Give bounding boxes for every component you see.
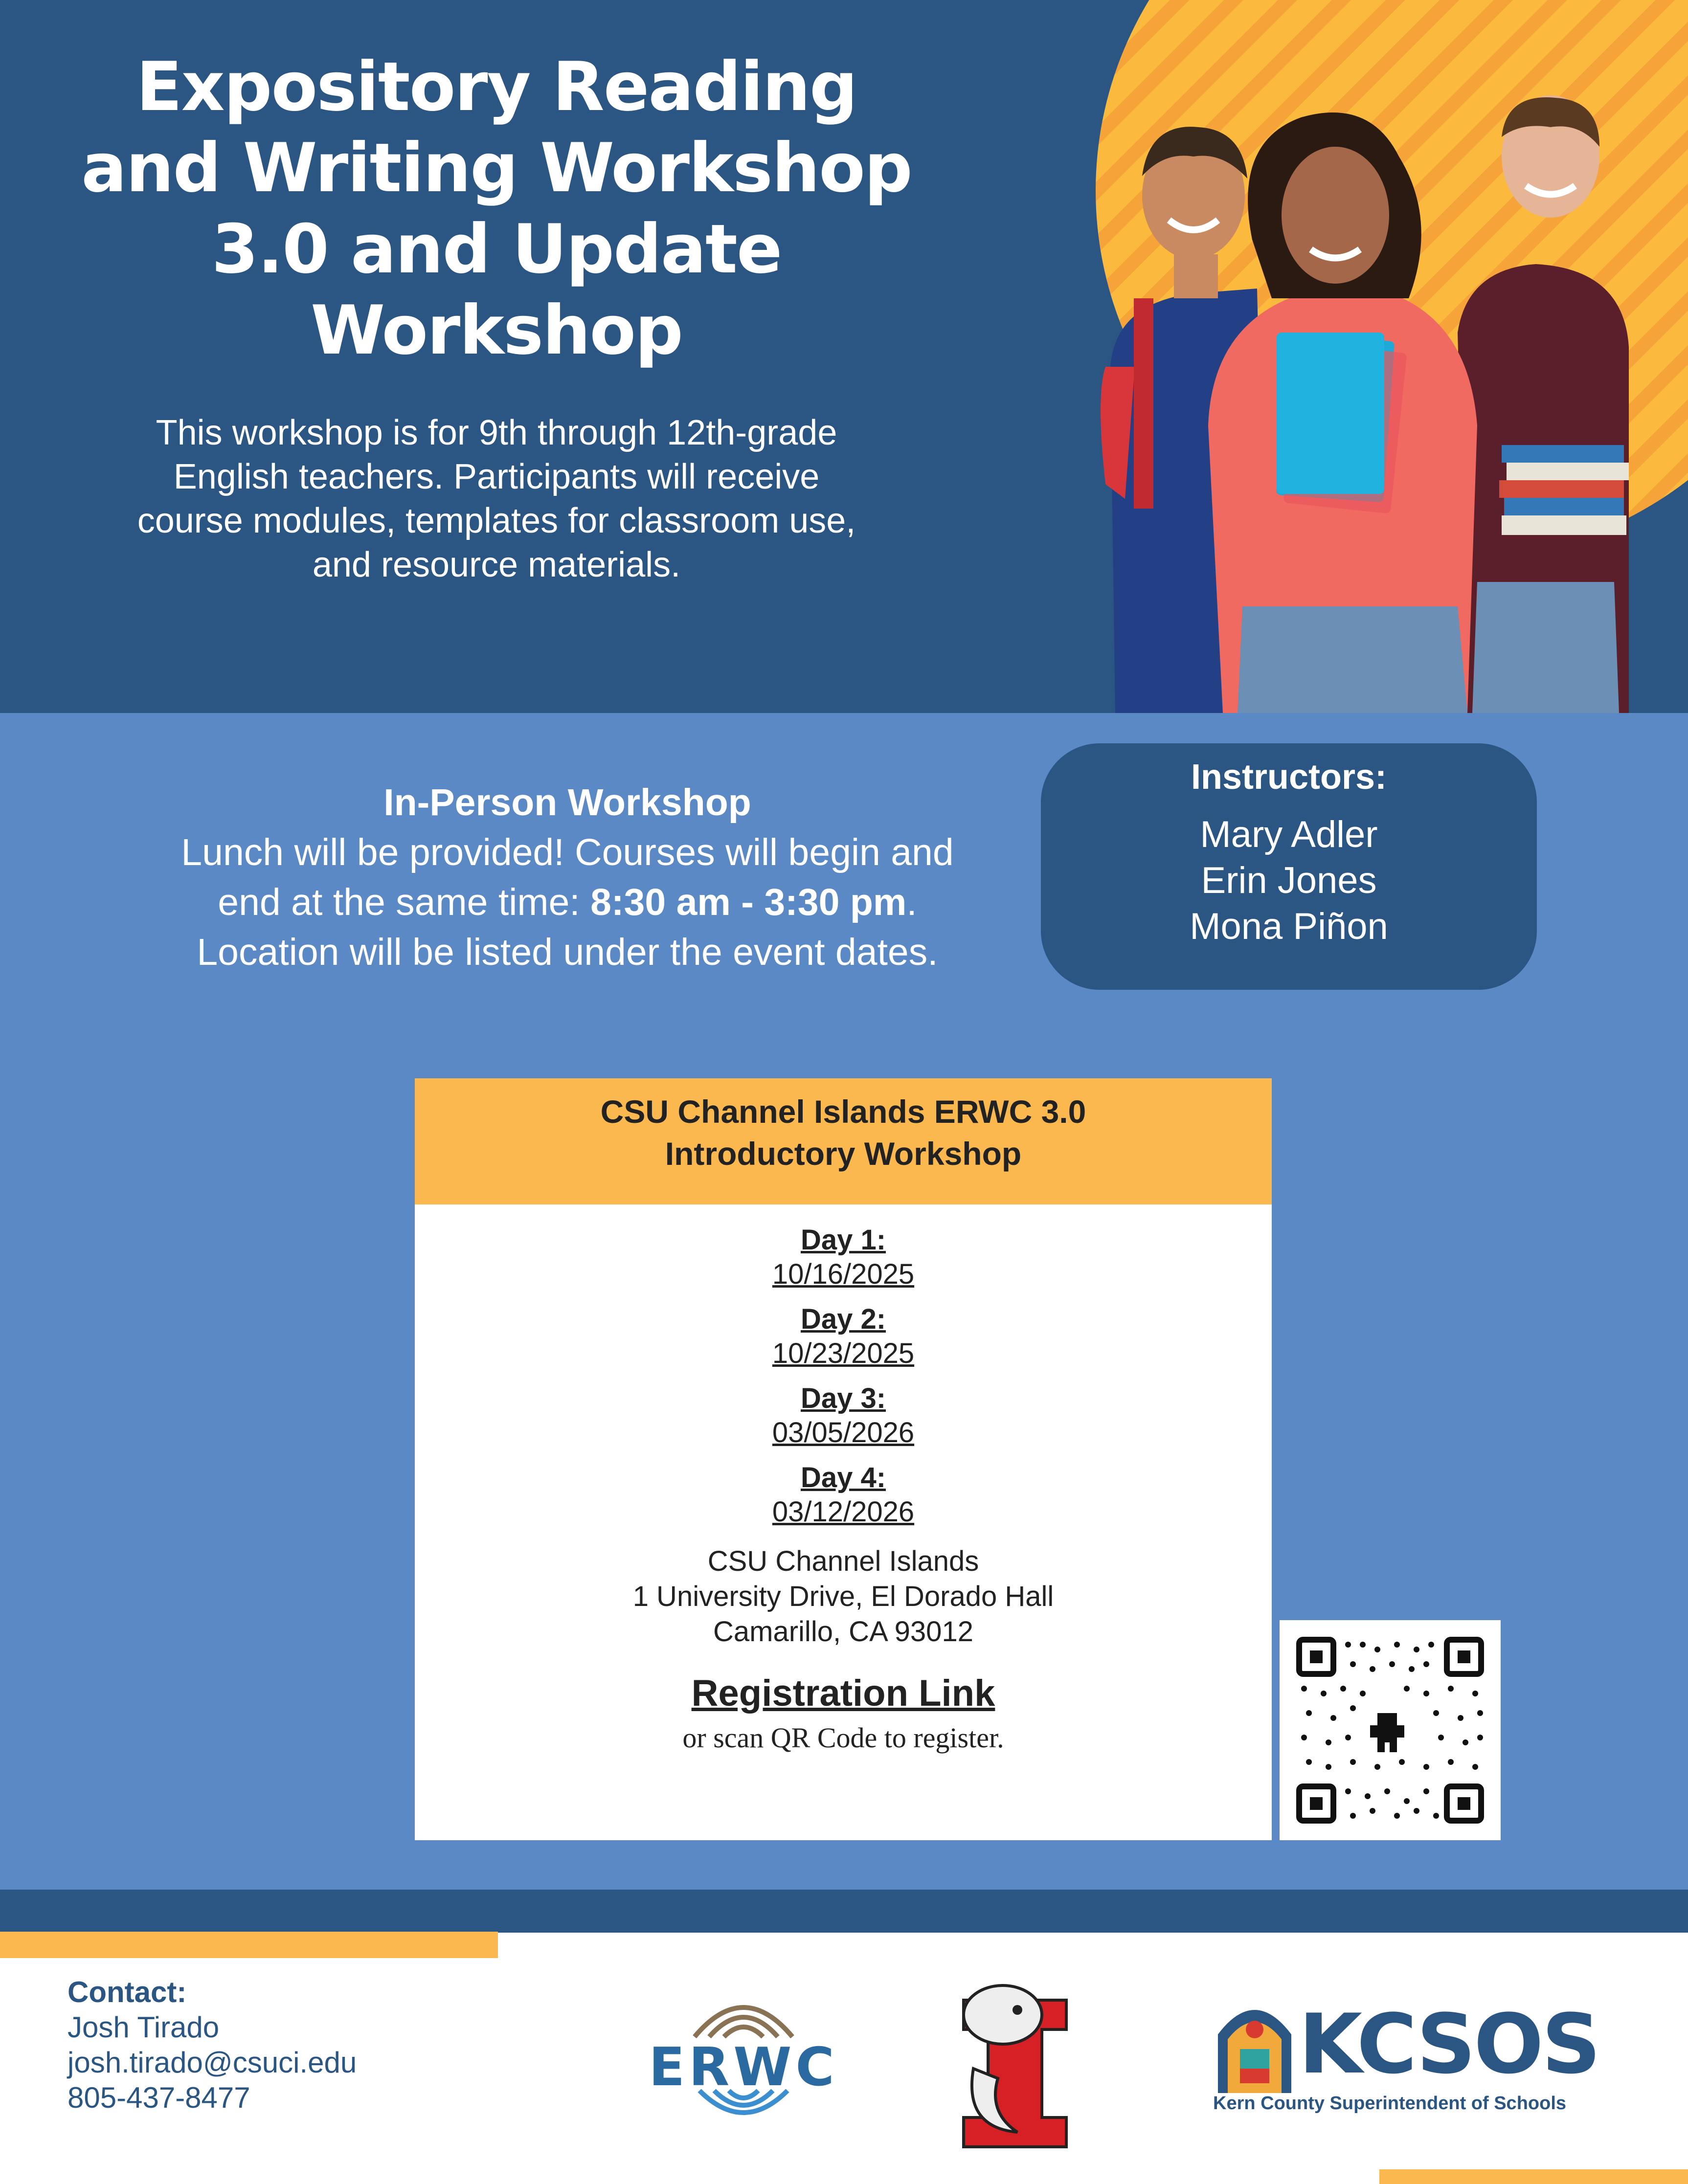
footer-band	[0, 1890, 1688, 1933]
location-line: 1 University Drive, El Dorado Hall	[632, 1581, 1054, 1612]
day-label: Day 2:	[800, 1303, 886, 1335]
event-location	[415, 1544, 1272, 1649]
day-item	[415, 1461, 1272, 1529]
event-title-line: Introductory Workshop	[665, 1136, 1022, 1172]
event-title	[415, 1078, 1272, 1204]
in-person-info	[98, 778, 1037, 977]
title-line: Expository Reading	[136, 47, 857, 126]
location-line: Camarillo, CA 93012	[713, 1616, 973, 1648]
contact-email[interactable]: josh.tirado@csuci.edu	[68, 2046, 357, 2079]
scan-instructions: or scan QR Code to register.	[682, 1722, 1004, 1754]
csuci-dolphin-logo	[944, 1971, 1086, 2152]
header-section	[0, 0, 1688, 713]
title-line: and Writing Workshop	[81, 129, 912, 207]
location-line: CSU Channel Islands	[707, 1545, 979, 1577]
kcsos-logo-text: KCSOS	[1299, 1996, 1599, 2092]
intro-text	[73, 411, 920, 587]
in-person-heading: In-Person Workshop	[383, 781, 751, 824]
in-person-line: Location will be listed under the event dates.	[197, 931, 938, 973]
day-date: 03/05/2026	[772, 1417, 915, 1449]
day-label: Day 1:	[800, 1224, 886, 1256]
kcsos-logo	[1213, 1995, 1599, 2114]
students-photo	[1096, 93, 1643, 713]
in-person-time-prefix: end at the same time:	[218, 881, 591, 923]
event-card	[415, 1078, 1272, 1840]
day-date: 03/12/2026	[772, 1496, 915, 1528]
instructor-name: Mona Piñon	[1190, 906, 1388, 947]
intro-line: This workshop is for 9th through 12th-grade	[156, 413, 837, 452]
erwc-logo-text: ERWC	[649, 2037, 838, 2098]
day-date: 10/16/2025	[772, 1258, 915, 1290]
instructor-name: Erin Jones	[1201, 860, 1377, 901]
in-person-line: Lunch will be provided! Courses will begin and	[181, 831, 954, 873]
kcsos-emblem-icon	[1213, 1995, 1296, 2093]
title-line: Workshop	[311, 291, 682, 370]
intro-line: English teachers. Participants will receive	[173, 457, 820, 496]
orange-accent-bar	[0, 1932, 498, 1958]
qr-code-icon[interactable]	[1280, 1620, 1501, 1840]
kcsos-tagline: Kern County Superintendent of Schools	[1213, 2093, 1567, 2114]
day-label: Day 4:	[800, 1462, 886, 1493]
page-title	[73, 46, 920, 371]
event-title-line: CSU Channel Islands ERWC 3.0	[600, 1093, 1086, 1130]
instructors-heading: Instructors:	[1191, 758, 1387, 797]
student-middle	[1208, 112, 1477, 713]
contact-heading: Contact:	[68, 1976, 187, 2008]
instructor-name: Mary Adler	[1200, 814, 1378, 855]
day-label: Day 3:	[800, 1382, 886, 1414]
erwc-logo	[646, 1973, 841, 2139]
registration-link[interactable]: Registration Link	[691, 1672, 995, 1714]
contact-info	[68, 1975, 357, 2116]
day-item	[415, 1382, 1272, 1450]
day-item	[415, 1302, 1272, 1371]
in-person-time-line	[98, 877, 1037, 927]
in-person-time-suffix: .	[906, 881, 917, 923]
orange-accent-corner	[1379, 2169, 1688, 2184]
event-days	[415, 1223, 1272, 1529]
title-line: 3.0 and Update	[211, 210, 782, 289]
student-right	[1458, 95, 1629, 713]
instructors-box	[1041, 743, 1537, 990]
intro-line: course modules, templates for classroom use,	[137, 501, 856, 540]
day-date: 10/23/2025	[772, 1337, 915, 1369]
in-person-time: 8:30 am - 3:30 pm	[590, 881, 907, 923]
intro-line: and resource materials.	[312, 545, 681, 584]
day-item	[415, 1223, 1272, 1292]
contact-name: Josh Tirado	[68, 2011, 220, 2044]
contact-phone[interactable]: 805-437-8477	[68, 2081, 250, 2114]
